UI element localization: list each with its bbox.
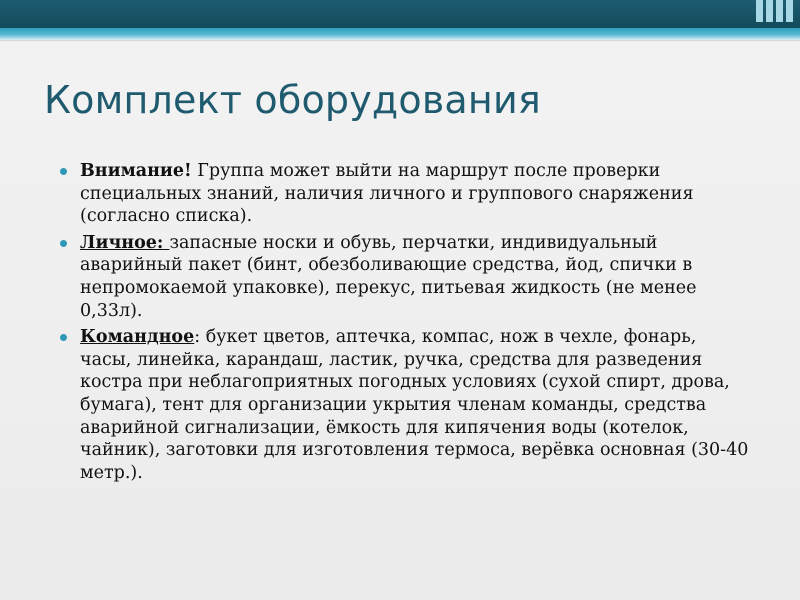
decor-bar: [766, 0, 773, 22]
decor-bar: [786, 0, 793, 22]
bullet-lead-team: Командное: [80, 327, 195, 348]
bullet-text: Группа может выйти на маршрут после проверки специальных знаний, наличия личного и группового снаряжения (согласно списка).: [80, 161, 694, 227]
header-band: [0, 0, 800, 28]
slide-content: [52, 160, 752, 488]
bullet-dot: [60, 240, 67, 247]
bullet-dot: [60, 168, 67, 175]
bullet-text: запасные носки и обувь, перчатки, индивидуальный аварийный пакет (бинт, обезболивающие средства, йод, спички в непромокаемой упаковке), перекус, питьевая жидкость (не менее 0,33л).: [80, 232, 697, 321]
bullet-text: : букет цветов, аптечка, компас, нож в чехле, фонарь, часы, линейка, карандаш, ластик, ручка, средства для разведения костра при неблагоприятных погодных условиях (сухой спирт, дрова, бумага), тент для организации укрытия членам команды, средства аварийной сигнализации, ёмкость для кипячения воды (котелок, чайник), заготовки для изготовления термоса, верёвка основная (30-40 метр.).: [80, 327, 749, 483]
bullet-lead-personal: Личное:: [80, 232, 170, 253]
bullet-lead-warning: Внимание!: [80, 161, 192, 181]
bullet-item: [52, 160, 752, 228]
header-divider: [0, 40, 800, 41]
decor-bar: [756, 0, 763, 22]
slide-title: Комплект оборудования: [44, 78, 541, 122]
bullet-item: [52, 326, 752, 484]
decor-bar: [776, 0, 783, 22]
bullet-dot: [60, 334, 67, 341]
corner-decoration: [752, 0, 800, 42]
header-accent-line: [0, 28, 800, 40]
bullet-item: [52, 232, 752, 322]
